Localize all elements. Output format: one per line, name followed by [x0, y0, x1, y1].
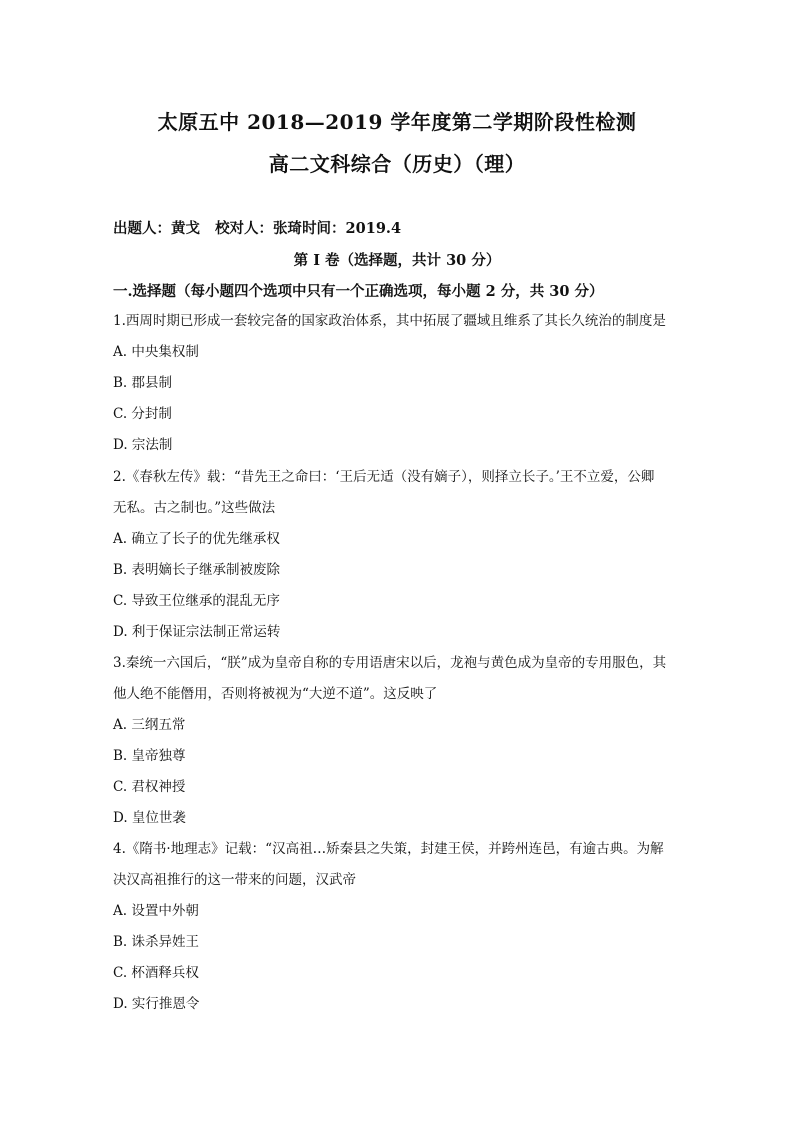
option-d: D. 皇位世袭 — [113, 810, 186, 826]
option-c: C. 分封制 — [113, 406, 172, 422]
question-stem-cont: 决汉高祖推行的这一带来的问题，汉武帝 — [113, 872, 356, 888]
option-d: D. 宗法制 — [113, 437, 173, 453]
exam-subtitle: 高二文科综合（历史）（理） — [268, 152, 526, 176]
instructions: 一.选择题（每小题四个选项中只有一个正确选项，每小题 2 分，共 30 分） — [113, 283, 604, 300]
question-1 — [113, 306, 683, 461]
option-b: B. 郡县制 — [113, 375, 173, 391]
question-stem-cont: 无私。古之制也。”这些做法 — [113, 500, 276, 516]
option-b: B. 皇帝独尊 — [113, 748, 186, 764]
option-a: A. 确立了长子的优先继承权 — [113, 531, 280, 547]
option-a: A. 设置中外朝 — [113, 903, 199, 919]
option-a: A. 中央集权制 — [113, 344, 199, 360]
question-2 — [113, 462, 683, 648]
question-stem: 2.《春秋左传》载：“昔先王之命曰：‘王后无适（没有嫡子），则择立长子。’王不立爱，公卿 — [113, 469, 655, 485]
question-stem-cont: 他人绝不能僭用，否则将被视为“大逆不道”。这反映了 — [113, 686, 438, 702]
option-c: C. 君权神授 — [113, 779, 186, 795]
exam-title: 太原五中 2018—2019 学年度第二学期阶段性检测 — [157, 110, 637, 134]
question-stem: 4.《隋书·地理志》记载：“汉高祖…矫秦县之失策，封建王侯，并跨州连邑，有逾古典。为解 — [113, 841, 664, 857]
question-3 — [113, 648, 683, 834]
exam-meta — [113, 217, 411, 238]
question-stem: 1.西周时期已形成一套较完备的国家政治体系，其中拓展了疆域且维系了其长久统治的制度是 — [113, 313, 666, 329]
option-c: C. 杯酒释兵权 — [113, 965, 199, 981]
time-label: 时间：2019.4 — [302, 220, 402, 237]
option-d: D. 利于保证宗法制正常运转 — [113, 624, 281, 640]
question-4 — [113, 834, 683, 1020]
option-b: B. 表明嫡长子继承制被废除 — [113, 562, 281, 578]
question-stem: 3.秦统一六国后，“朕”成为皇帝自称的专用语唐宋以后，龙袍与黄色成为皇帝的专用服色，其 — [113, 655, 667, 671]
checker-label: 校对人：张琦 — [215, 220, 303, 237]
option-d: D. 实行推恩令 — [113, 996, 200, 1012]
section-title: 第 I 卷（选择题，共计 30 分） — [293, 252, 501, 269]
option-a: A. 三纲五常 — [113, 717, 186, 733]
setter-label: 出题人：黄戈 — [113, 220, 200, 237]
option-b: B. 诛杀异姓王 — [113, 934, 200, 950]
option-c: C. 导致王位继承的混乱无序 — [113, 593, 280, 609]
